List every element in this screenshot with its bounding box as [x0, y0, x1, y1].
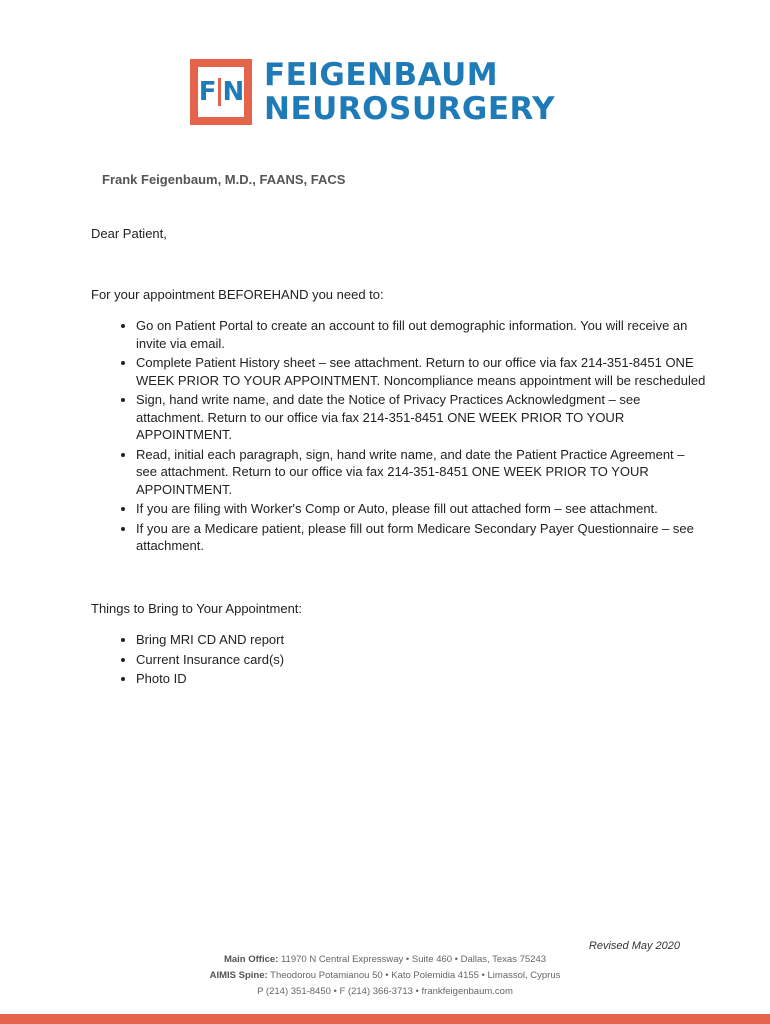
list-item: • Sign, hand write name, and date the Notice of Privacy Practices Acknowledgment – see attachment. Return to our office via fax 214-351-8451 ONE WEEK PRIOR TO YOUR APPOINTMENT. [136, 391, 706, 444]
logo-wordmark [264, 58, 555, 126]
greeting: Dear Patient, [91, 226, 167, 241]
revision-date: Revised May 2020 [588, 940, 680, 952]
footer-accent-bar [0, 1014, 770, 1024]
list-item: • Read, initial each paragraph, sign, hand write name, and date the Patient Practice Agreement – see attachment. Return to our office via fax 214-351-8451 ONE WEEK PRIOR TO YOUR APPOINTMENT. [136, 446, 706, 499]
list-item: • Photo ID [136, 669, 636, 689]
aimis-label: AIMIS Spine: [209, 970, 268, 981]
logo-line-1: FEIGENBAUM [264, 57, 499, 93]
company-logo [190, 58, 555, 126]
bring-items-list [113, 630, 636, 689]
list-item: • If you are filing with Worker's Comp or Auto, please fill out attached form – see attachment. [136, 500, 706, 518]
list-item: • Complete Patient History sheet – see attachment. Return to our office via fax 214-351-8451 ONE WEEK PRIOR TO YOUR APPOINTMENT. Noncompliance means appointment will be rescheduled [136, 354, 706, 389]
main-office-line [0, 952, 770, 968]
intro-text: For your appointment BEFOREHAND you need to: [91, 287, 384, 302]
list-item: • Current Insurance card(s) [136, 650, 636, 670]
main-office-address: 11970 N Central Expressway • Suite 460 • Dallas, Texas 75243 [280, 954, 547, 965]
list-item: • Bring MRI CD AND report [136, 630, 636, 650]
letterhead-footer [0, 952, 770, 1000]
doctor-name: Frank Feigenbaum, M.D., FAANS, FACS [102, 172, 346, 187]
aimis-line [0, 968, 770, 984]
list-item: • If you are a Medicare patient, please fill out form Medicare Secondary Payer Questionnaire – see attachment. [136, 520, 706, 555]
main-office-label: Main Office: [223, 954, 279, 965]
logo-mark-letters: F N [198, 67, 244, 117]
list-item: • Go on Patient Portal to create an account to fill out demographic information. You will receive an invite via email. [136, 317, 706, 352]
bring-section-title: Things to Bring to Your Appointment: [91, 601, 303, 616]
preparation-steps-list [113, 317, 706, 557]
logo-mark [190, 59, 252, 125]
aimis-address: Theodorou Potamianou 50 • Kato Polemidia 4155 • Limassol, Cyprus [270, 970, 561, 981]
logo-line-2: NEUROSURGERY [264, 91, 556, 127]
contact-line: P (214) 351-8450 • F (214) 366-3713 • frankfeigenbaum.com [257, 986, 513, 997]
